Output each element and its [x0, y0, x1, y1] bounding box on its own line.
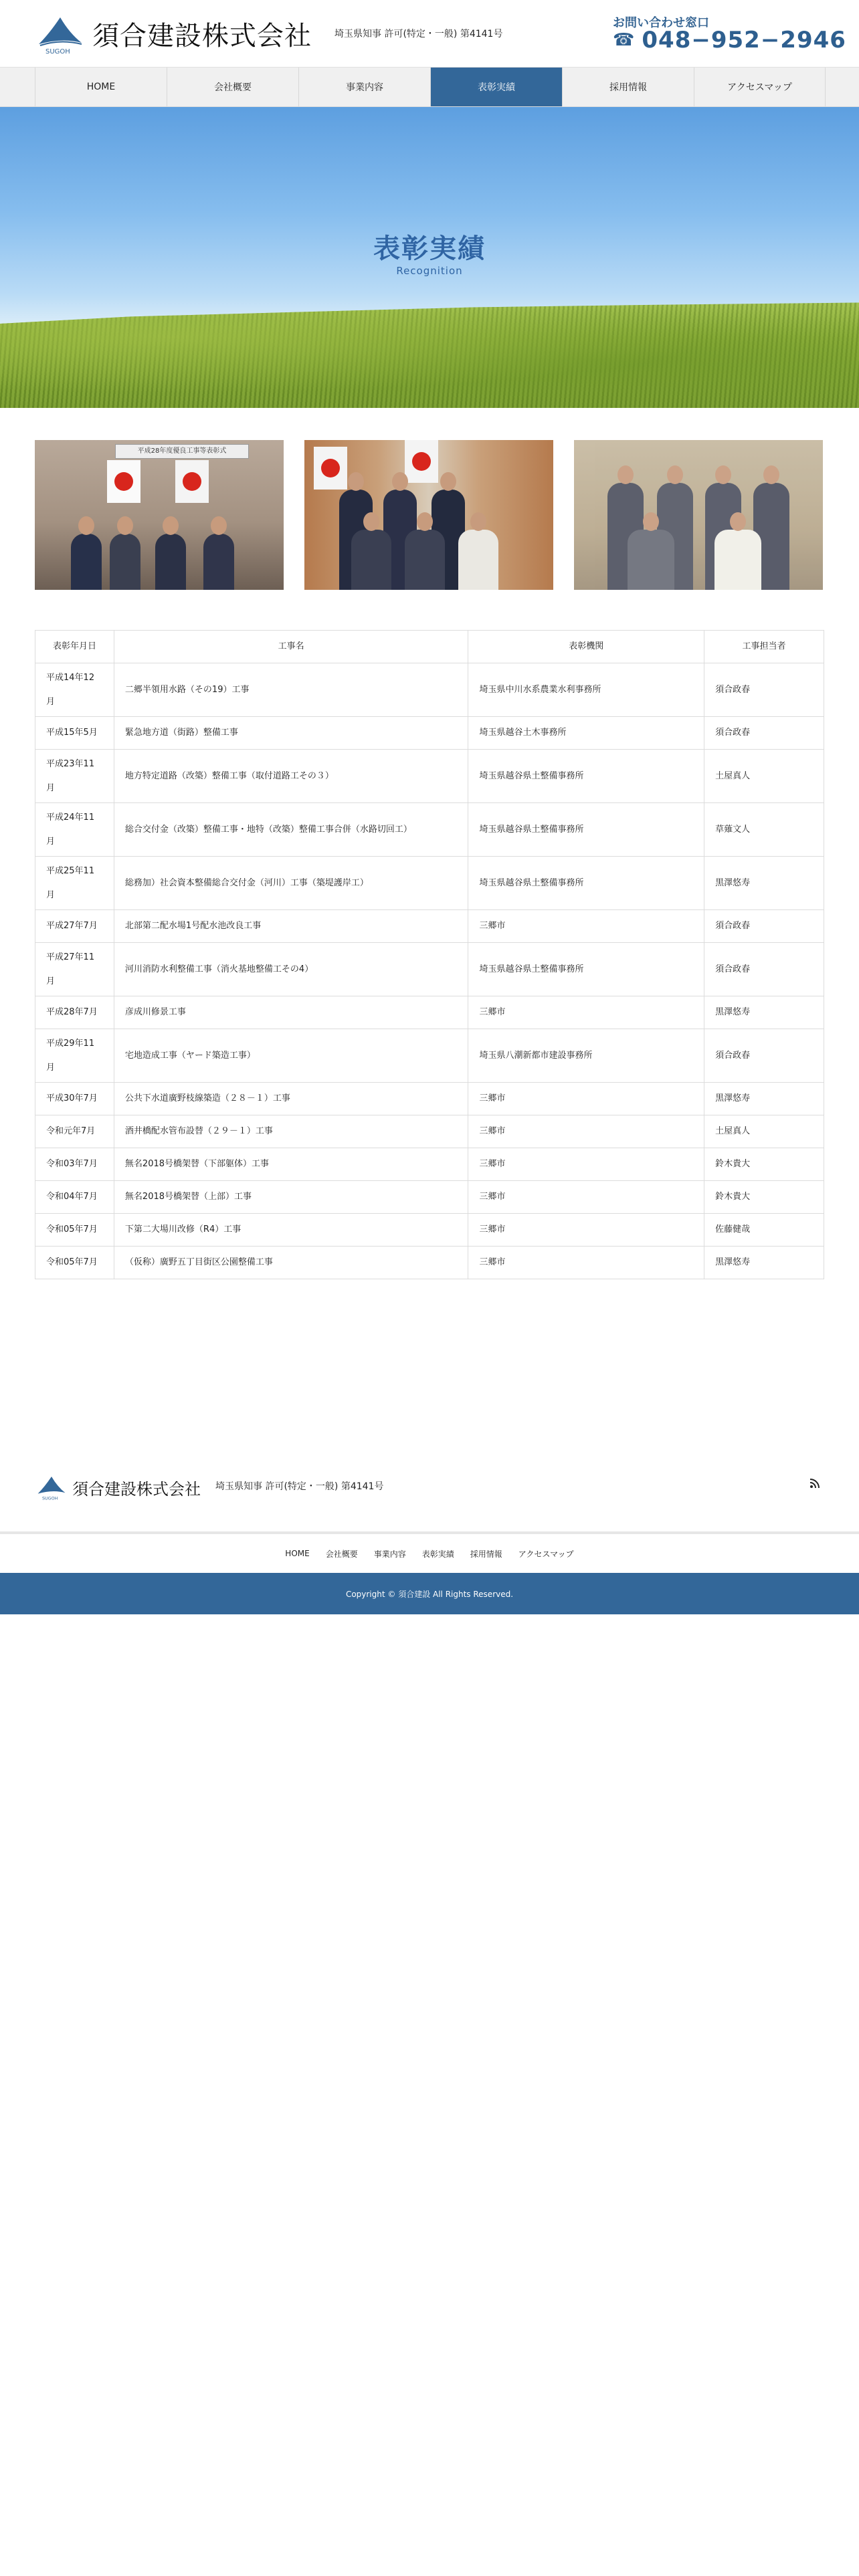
cell-date: 平成30年7月	[35, 1083, 114, 1115]
cell-project: 宅地造成工事（ヤード築造工事）	[114, 1029, 468, 1083]
cell-date: 平成29年11月	[35, 1029, 114, 1083]
cell-organization: 埼玉県越谷県土整備事務所	[468, 857, 704, 910]
table-row	[35, 717, 824, 750]
footer-nav-business[interactable]: 事業内容	[373, 1549, 406, 1559]
award-photos	[35, 440, 824, 590]
footer-nav-access[interactable]: アクセスマップ	[518, 1549, 574, 1559]
cell-date: 令和05年7月	[35, 1214, 114, 1247]
nav-recruit[interactable]: 採用情報	[562, 68, 694, 106]
contact-label: お問い合わせ窓口	[613, 16, 709, 30]
cell-person: 佐藤健哉	[704, 1214, 824, 1247]
logo-mountain-icon	[36, 13, 84, 53]
footer-logo-text: 須合建設株式会社	[72, 1479, 201, 1499]
cell-date: 平成14年12月	[35, 663, 114, 717]
table-row	[35, 996, 824, 1029]
cell-person: 須合政春	[704, 717, 824, 750]
footer-logo[interactable]	[36, 1474, 201, 1501]
table-row	[35, 857, 824, 910]
logo-text: 須合建設株式会社	[92, 20, 312, 51]
nav-home[interactable]: HOME	[35, 68, 167, 106]
table-row	[35, 663, 824, 717]
table-row	[35, 943, 824, 996]
cell-organization: 三郷市	[468, 996, 704, 1029]
cell-person: 須合政春	[704, 943, 824, 996]
footer-top	[0, 1465, 859, 1531]
ceremony-banner: 平成28年度優良工事等表彰式	[115, 444, 249, 459]
cell-person: 草薙文人	[704, 803, 824, 857]
footer-nav-awards[interactable]: 表彰実績	[421, 1549, 454, 1559]
cell-person: 鈴木貴大	[704, 1148, 824, 1181]
nav-company[interactable]: 会社概要	[167, 68, 298, 106]
site-logo[interactable]	[36, 12, 312, 55]
nav-awards[interactable]: 表彰実績	[430, 68, 562, 106]
cell-date: 平成24年11月	[35, 803, 114, 857]
svg-text:SUGOH: SUGOH	[41, 1495, 58, 1501]
nav-business[interactable]: 事業内容	[298, 68, 430, 106]
cell-project: 総務加）社会資本整備総合交付金（河川）工事（築堤護岸工）	[114, 857, 468, 910]
table-row	[35, 750, 824, 803]
table-row	[35, 1115, 824, 1148]
cell-project: 地方特定道路（改築）整備工事（取付道路工その３）	[114, 750, 468, 803]
footer-nav-home[interactable]: HOME	[285, 1549, 310, 1558]
table-row	[35, 1083, 824, 1115]
cell-organization: 埼玉県越谷県土整備事務所	[468, 803, 704, 857]
page-title: 表彰実績	[373, 233, 486, 264]
cell-project: 無名2018号橋架替（上部）工事	[114, 1181, 468, 1214]
cell-project: 下第二大場川改修（R4）工事	[114, 1214, 468, 1247]
award-photo-1	[35, 440, 284, 590]
cell-date: 平成25年11月	[35, 857, 114, 910]
cell-person: 土屋真人	[704, 750, 824, 803]
header-project: 工事名	[114, 631, 468, 663]
cell-date: 平成23年11月	[35, 750, 114, 803]
cell-organization: 埼玉県中川水系農業水利事務所	[468, 663, 704, 717]
cell-project: 酒井橋配水管布設替（２９－１）工事	[114, 1115, 468, 1148]
hero-grass-image	[0, 291, 859, 408]
table-row	[35, 803, 824, 857]
award-photo-3	[574, 440, 823, 590]
rss-icon[interactable]	[809, 1478, 822, 1490]
cell-organization: 三郷市	[468, 1115, 704, 1148]
cell-person: 須合政春	[704, 663, 824, 717]
cell-project: 公共下水道廣野枝線築造（２８－１）工事	[114, 1083, 468, 1115]
phone-number: 048−952−2946	[642, 27, 846, 53]
cell-project: 緊急地方道（街路）整備工事	[114, 717, 468, 750]
cell-person: 土屋真人	[704, 1115, 824, 1148]
cell-person: 黒澤悠寿	[704, 1083, 824, 1115]
footer-nav-company[interactable]: 会社概要	[325, 1549, 358, 1559]
cell-date: 平成27年11月	[35, 943, 114, 996]
global-nav	[0, 67, 859, 107]
cell-person: 須合政春	[704, 910, 824, 943]
cell-organization: 三郷市	[468, 1148, 704, 1181]
footer-nav-recruit[interactable]: 採用情報	[470, 1549, 502, 1559]
phone-icon: ☎	[613, 30, 636, 50]
cell-project: 無名2018号橋架替（下部躯体）工事	[114, 1148, 468, 1181]
cell-organization: 埼玉県越谷県土整備事務所	[468, 943, 704, 996]
cell-organization: 埼玉県八潮新都市建設事務所	[468, 1029, 704, 1083]
table-row	[35, 910, 824, 943]
cell-date: 平成28年7月	[35, 996, 114, 1029]
cell-date: 平成15年5月	[35, 717, 114, 750]
contact-phone[interactable]	[613, 27, 846, 53]
cell-date: 令和元年7月	[35, 1115, 114, 1148]
cell-person: 須合政春	[704, 1029, 824, 1083]
site-header	[0, 0, 859, 67]
cell-person: 鈴木貴大	[704, 1181, 824, 1214]
cell-organization: 三郷市	[468, 1247, 704, 1279]
table-header-row	[35, 631, 824, 663]
page-subtitle: Recognition	[396, 265, 463, 277]
cell-person: 黒澤悠寿	[704, 1247, 824, 1279]
copyright: Copyright © 須合建設 All Rights Reserved.	[0, 1573, 859, 1614]
cell-project: 二郷半領用水路（その19）工事	[114, 663, 468, 717]
cell-date: 令和03年7月	[35, 1148, 114, 1181]
contact-block[interactable]	[606, 13, 846, 53]
header-license: 埼玉県知事 許可(特定・一般) 第4141号	[335, 29, 503, 39]
table-row	[35, 1029, 824, 1083]
awards-table	[35, 630, 824, 1279]
cell-organization: 三郷市	[468, 1214, 704, 1247]
cell-project: 総合交付金（改築）整備工事・地特（改築）整備工事合併（水路切回工）	[114, 803, 468, 857]
cell-organization: 三郷市	[468, 910, 704, 943]
awards-table-wrapper	[35, 630, 824, 1279]
footer-license: 埼玉県知事 許可(特定・一般) 第4141号	[215, 1481, 384, 1492]
hero-banner	[0, 107, 859, 408]
cell-organization: 埼玉県越谷土木事務所	[468, 717, 704, 750]
cell-date: 令和04年7月	[35, 1181, 114, 1214]
table-row	[35, 1148, 824, 1181]
cell-project: 彦成川修景工事	[114, 996, 468, 1029]
cell-organization: 三郷市	[468, 1083, 704, 1115]
cell-organization: 三郷市	[468, 1181, 704, 1214]
cell-project: 河川消防水利整備工事（消火基地整備工その4）	[114, 943, 468, 996]
cell-date: 平成27年7月	[35, 910, 114, 943]
cell-person: 黒澤悠寿	[704, 857, 824, 910]
svg-text:SUGOH: SUGOH	[45, 48, 70, 55]
table-row	[35, 1181, 824, 1214]
footer-nav	[0, 1534, 859, 1573]
header-person: 工事担当者	[704, 631, 824, 663]
award-photo-2	[304, 440, 553, 590]
nav-access[interactable]: アクセスマップ	[694, 68, 826, 106]
table-row	[35, 1214, 824, 1247]
header-date: 表彰年月日	[35, 631, 114, 663]
cell-person: 黒澤悠寿	[704, 996, 824, 1029]
cell-project: （仮称）廣野五丁目街区公園整備工事	[114, 1247, 468, 1279]
cell-project: 北部第二配水場1号配水池改良工事	[114, 910, 468, 943]
cell-date: 令和05年7月	[35, 1247, 114, 1279]
cell-organization: 埼玉県越谷県土整備事務所	[468, 750, 704, 803]
footer-logo-mountain-icon	[36, 1474, 67, 1501]
header-organization: 表彰機関	[468, 631, 704, 663]
table-row	[35, 1247, 824, 1279]
